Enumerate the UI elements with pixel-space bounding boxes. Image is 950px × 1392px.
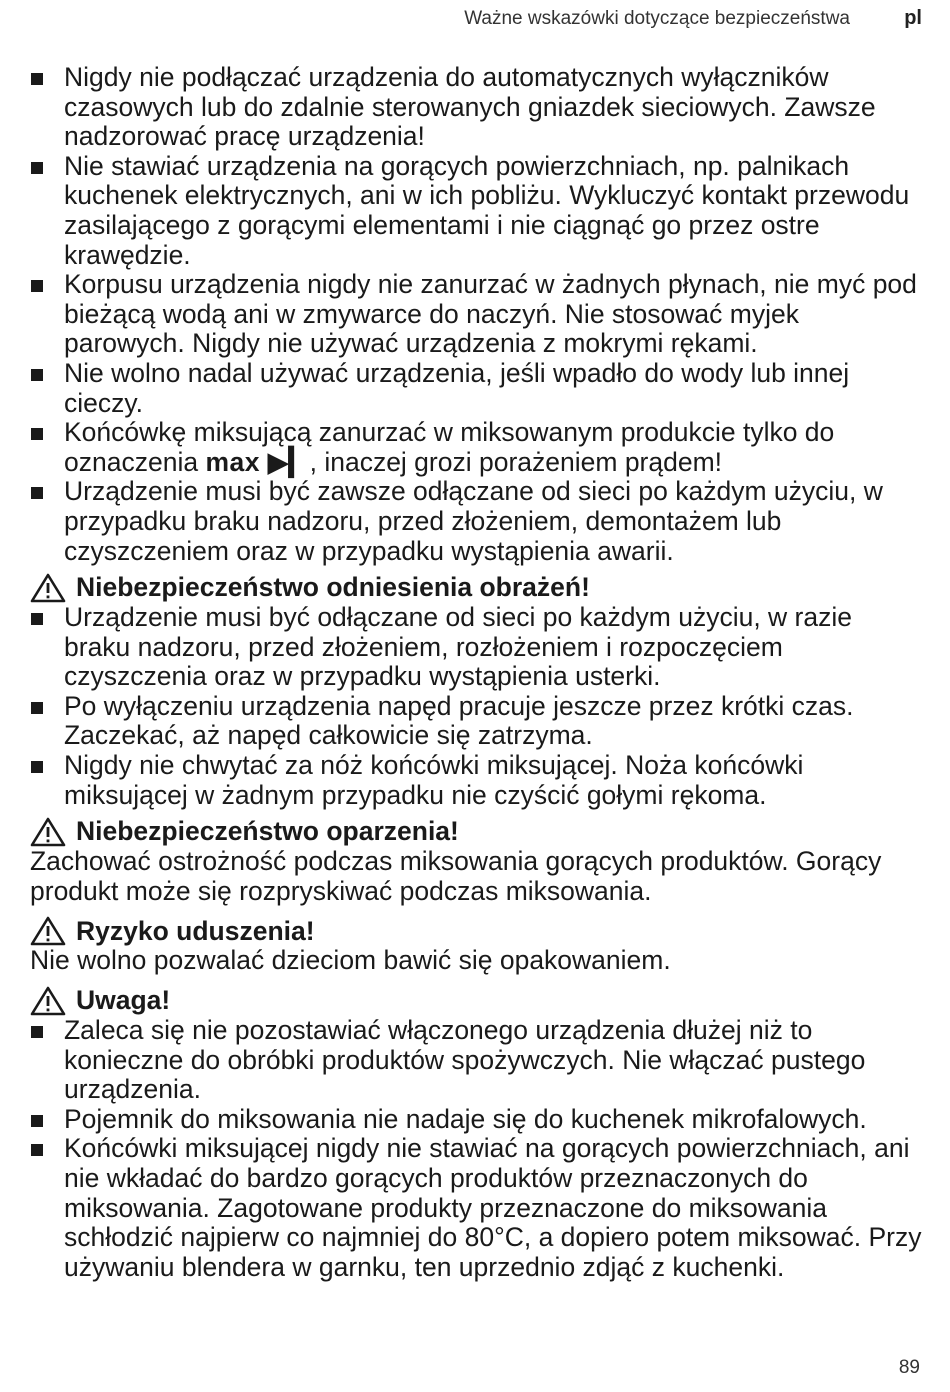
safety-content (30, 63, 925, 1282)
list-item: Nigdy nie podłączać urządzenia do automatycznych wyłączników czasowych lub do zdalnie sterowanych gniazdek sieciowych. Zawsze nadzorować pracę urządzenia! (30, 63, 925, 152)
bullet-square-icon (31, 369, 43, 381)
bullet-square-icon (31, 428, 43, 440)
bullet-square-icon (31, 702, 43, 714)
bullet-square-icon (31, 1026, 43, 1038)
section-heading-caution: Uwaga! (30, 986, 925, 1016)
suffocation-warning-text: Nie wolno pozwalać dzieciom bawić się opakowaniem. (30, 945, 671, 976)
list-item: Nie wolno nadal używać urządzenia, jeśli wpadło do wody lub innej cieczy. (30, 359, 925, 418)
list-item: Urządzenie musi być odłączane od sieci po każdym użyciu, w razie braku nadzoru, przed złożeniem, rozłożeniem i rozpoczęciem czyszczenia oraz w przypadku wystąpienia usterki. (30, 603, 925, 692)
burn-warning-text: Zachować ostrożność podczas miksowania gorących produktów. Gorący produkt może się rozpryskiwać podczas miksowania. (30, 846, 882, 906)
bullet-square-icon (31, 280, 43, 292)
warning-triangle-icon (30, 986, 66, 1016)
list-item-max-mark: Końcówkę miksującą zanurzać w miksowanym produkcie tylko do oznaczenia max ▶▎, inaczej grozi porażeniem prądem! (30, 418, 925, 477)
list-item: Nie stawiać urządzenia na gorących powierzchniach, np. palnikach kuchenek elektrycznych, ani w ich pobliżu. Wykluczyć kontakt przewodu zasilającego z gorącymi elementami i nie ciągnąć go przez ostre krawędzie. (30, 152, 925, 270)
list-item: Końcówki miksującej nigdy nie stawiać na gorących powierzchniach, ani nie wkładać do bardzo gorących produktów przeznaczonych do miksowania. Zagotowane produkty przeznaczone do miksowania schłodzić najpierw co najmniej do 80°C, a dopiero potem miksować. Przy używaniu blendera w garnku, ten uprzednio zdjąć z kuchenki. (30, 1134, 925, 1282)
list-item: Pojemnik do miksowania nie nadaje się do kuchenek mikrofalowych. (30, 1105, 925, 1135)
page-header-title: Ważne wskazówki dotyczące bezpieczeństwa (464, 8, 850, 29)
bullet-square-icon (31, 761, 43, 773)
bullet-square-icon (31, 487, 43, 499)
warning-triangle-icon (30, 817, 66, 847)
list-item: Korpusu urządzenia nigdy nie zanurzać w żadnych płynach, nie myć pod bieżącą wodą ani w zmywarce do naczyń. Nie stosować myjek parowych. Nigdy nie używać urządzenia z mokrymi rękami. (30, 270, 925, 359)
bullet-square-icon (31, 73, 43, 85)
max-mark-symbol: max ▶▎ (205, 446, 310, 477)
list-item: Nigdy nie chwytać za nóż końcówki miksującej. Noża końcówki miksującej w żadnym przypadku nie czyścić gołymi rękoma. (30, 751, 925, 810)
section-heading-burn: Niebezpieczeństwo oparzenia! (30, 817, 925, 847)
bullet-square-icon (31, 613, 43, 625)
warning-triangle-icon (30, 573, 66, 603)
bullet-square-icon (31, 1144, 43, 1156)
bullet-square-icon (31, 162, 43, 174)
list-item: Po wyłączeniu urządzenia napęd pracuje jeszcze przez krótki czas. Zaczekać, aż napęd całkowicie się zatrzyma. (30, 692, 925, 751)
language-code: pl (904, 7, 922, 29)
page-number: 89 (898, 1357, 920, 1378)
section-heading-suffocation: Ryzyko uduszenia! (30, 916, 925, 946)
list-item: Urządzenie musi być zawsze odłączane od sieci po każdym użyciu, w przypadku braku nadzoru, przed złożeniem, demontażem lub czyszczeniem oraz w przypadku wystąpienia awarii. (30, 477, 925, 566)
bullet-square-icon (31, 1115, 43, 1127)
section-heading-injury: Niebezpieczeństwo odniesienia obrażeń! (30, 573, 925, 603)
list-item: Zaleca się nie pozostawiać włączonego urządzenia dłużej niż to konieczne do obróbki produktów spożywczych. Nie włączać pustego urządzenia. (30, 1016, 925, 1105)
warning-triangle-icon (30, 916, 66, 946)
